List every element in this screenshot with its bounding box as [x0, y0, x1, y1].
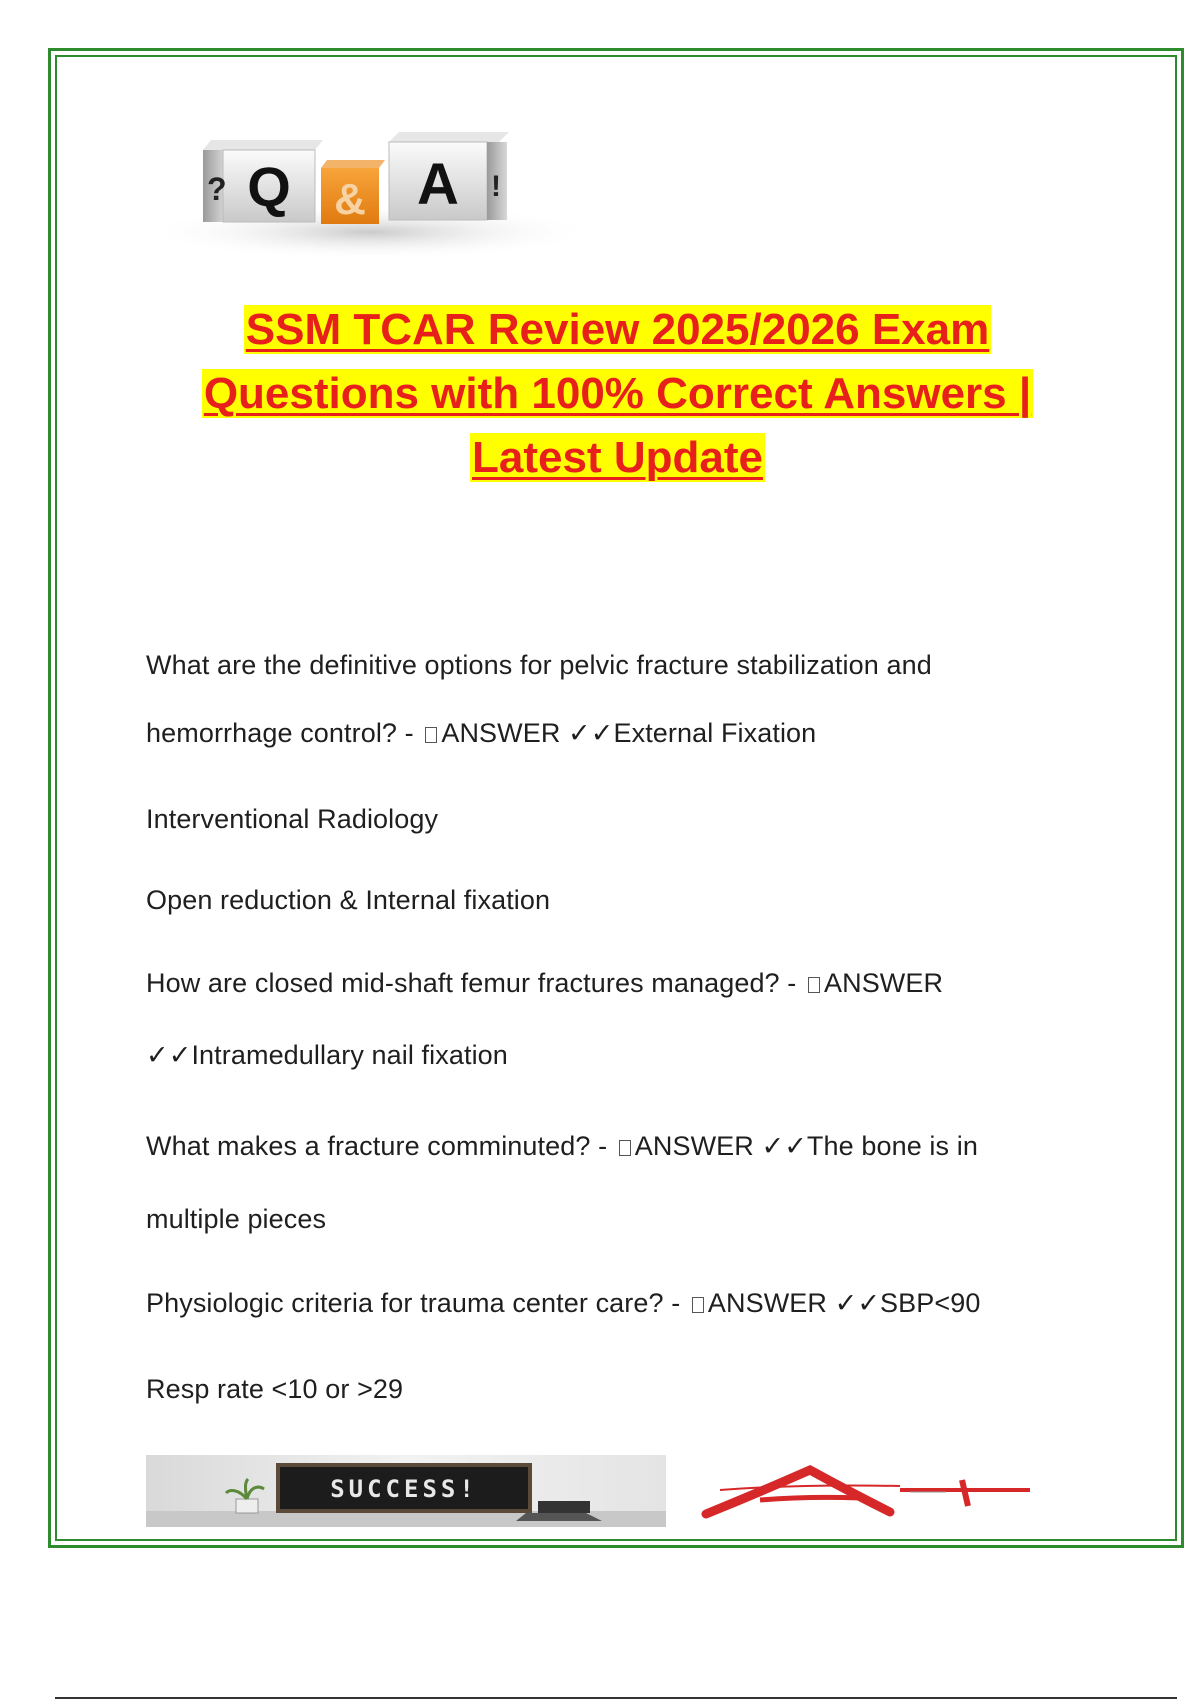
ampersand-letter: & — [334, 175, 366, 224]
question-2-text: How are closed mid-shaft femur fractures managed? - — [146, 968, 804, 998]
answer-2-line-1: ✓✓Intramedullary nail fixation — [146, 1040, 508, 1070]
answer-4-line-2: Resp rate <10 or >29 — [146, 1374, 404, 1404]
a-plus-logo — [700, 1462, 1040, 1528]
question-3-text: What makes a fracture comminuted? - — [146, 1131, 615, 1161]
q-letter: Q — [247, 155, 291, 218]
right-exclamation-mark: ! — [491, 170, 501, 203]
success-text: SUCCESS! — [330, 1475, 478, 1503]
question-4-text: Physiologic criteria for trauma center care? - — [146, 1288, 688, 1318]
missing-glyph-icon — [692, 1297, 704, 1313]
answer-2-label: ANSWER — [823, 968, 944, 998]
answer-1-line-2: Interventional Radiology — [146, 804, 439, 834]
document-title — [130, 298, 1105, 490]
question-1-line-1: What are the definitive options for pelvic fracture stabilization and — [146, 650, 932, 680]
q-cube — [203, 140, 323, 222]
left-question-mark: ? — [207, 171, 227, 207]
answer-4-start: ANSWER ✓✓SBP<90 — [707, 1288, 981, 1318]
a-letter: A — [417, 152, 459, 217]
title-line-3: Latest Update — [472, 433, 763, 482]
question-3-line-1 — [146, 1131, 978, 1162]
title-line-1: SSM TCAR Review 2025/2026 Exam — [245, 305, 990, 354]
page-bottom-rule — [55, 1697, 1177, 1699]
answer-3-line-2: multiple pieces — [146, 1204, 327, 1234]
question-4-line-1 — [146, 1288, 981, 1319]
amp-cube — [321, 160, 385, 224]
title-line-2: Questions with 100% Correct Answers | — [203, 369, 1032, 418]
question-2-line-1 — [146, 968, 943, 999]
missing-glyph-icon — [808, 977, 820, 993]
missing-glyph-icon — [619, 1140, 631, 1156]
missing-glyph-icon — [425, 727, 437, 743]
answer-1-start: ANSWER ✓✓External Fixation — [441, 718, 817, 748]
qa-dice-logo — [145, 120, 600, 270]
answer-3-start: ANSWER ✓✓The bone is in — [634, 1131, 978, 1161]
success-banner-image — [146, 1455, 666, 1527]
answer-1-line-3: Open reduction & Internal fixation — [146, 885, 551, 915]
question-1-line-2 — [146, 718, 816, 749]
question-1-tail: hemorrhage control? - — [146, 718, 422, 748]
a-cube — [389, 132, 509, 220]
